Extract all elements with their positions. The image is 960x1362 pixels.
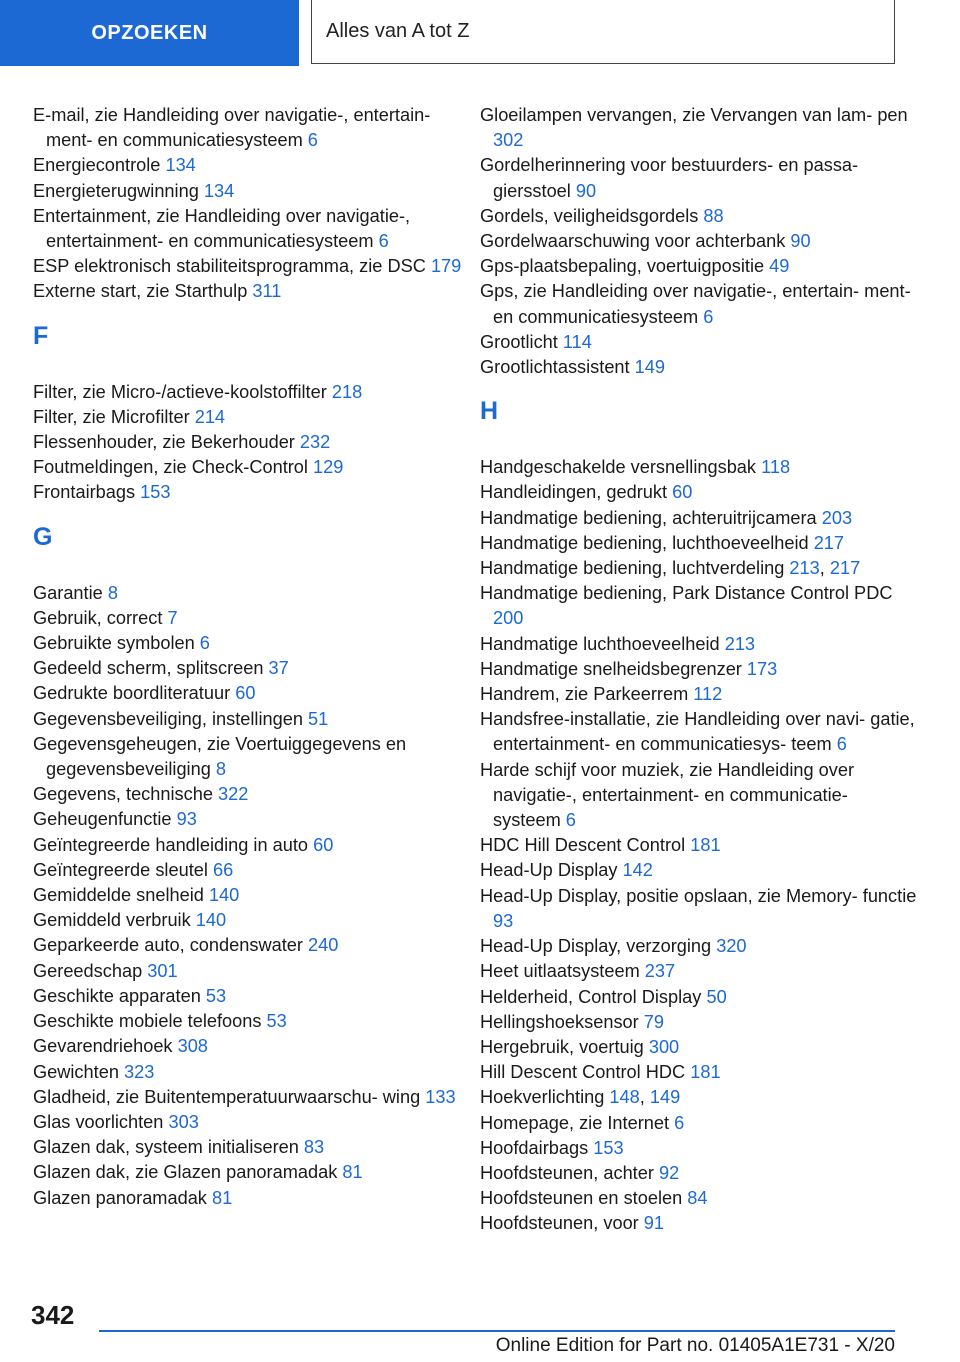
page-link[interactable]: 6	[378, 231, 389, 252]
index-entry	[480, 682, 920, 707]
index-entry-text: Gegevensbeveiliging, instellingen	[33, 708, 309, 729]
index-entry	[480, 985, 920, 1010]
index-entry	[33, 984, 473, 1009]
page-link[interactable]: 217	[829, 558, 861, 579]
index-entry	[480, 531, 920, 556]
page-link[interactable]: 60	[672, 482, 693, 503]
page-link[interactable]: 200	[493, 608, 524, 629]
index-entry	[480, 1060, 920, 1085]
index-entry-text: Gemiddeld verbruik	[33, 910, 196, 931]
index-entry-text: Gordelherinnering voor bestuurders- en passa‐ giersstoel	[480, 155, 859, 201]
index-entry	[480, 1010, 920, 1035]
index-entry-text: Head-Up Display	[480, 860, 623, 881]
section-title: Alles van A tot Z	[311, 0, 895, 64]
page-link[interactable]: 308	[177, 1036, 208, 1057]
index-entry	[33, 631, 473, 656]
index-entry	[33, 103, 473, 153]
index-entry-text: HDC Hill Descent Control	[480, 835, 691, 856]
page-link[interactable]: 217	[813, 532, 845, 553]
index-entry-text: Gegevens, technische	[33, 784, 219, 805]
index-entry-text: Hoofdsteunen, achter	[480, 1162, 659, 1183]
index-entry-text: Handmatige bediening, Park Distance Control PDC	[480, 583, 893, 604]
index-entry-text: Handmatige snelheidsbegrenzer	[480, 658, 747, 679]
page-link[interactable]: 53	[205, 985, 227, 1006]
index-entry	[480, 934, 920, 959]
page-link[interactable]: 179	[430, 256, 462, 277]
index-entry	[33, 858, 473, 883]
index-entry-text: Head-Up Display, positie opslaan, zie Memory‐ functie	[480, 885, 917, 906]
page-link[interactable]: 49	[769, 256, 790, 277]
page-link[interactable]: 91	[643, 1213, 665, 1234]
page-link[interactable]: 92	[658, 1162, 680, 1183]
index-entry	[480, 254, 920, 279]
index-entry-text: Filter, zie Micro-/actieve-koolstoffilter	[33, 381, 332, 402]
index-entry-text: Geparkeerde auto, condenswater	[33, 935, 309, 956]
page-link[interactable]: 148	[609, 1087, 640, 1108]
index-entry	[480, 480, 920, 505]
index-entry-text: ESP elektronisch stabiliteitsprogramma, zie DSC	[33, 256, 431, 277]
page-link[interactable]: 149	[634, 357, 666, 378]
index-entry	[33, 1160, 473, 1185]
index-entry	[33, 807, 473, 832]
page-link[interactable]: 181	[690, 835, 721, 856]
index-entry-text: Hoekverlichting	[480, 1087, 610, 1108]
index-entry-text: Hergebruik, voertuig	[480, 1036, 649, 1057]
page-link[interactable]: 129	[313, 457, 344, 478]
index-entry	[33, 1060, 473, 1085]
index-entry	[33, 279, 473, 304]
index-entry-text: Hoofdairbags	[480, 1137, 594, 1158]
page-link[interactable]: 140	[208, 885, 240, 906]
index-entry-text: Garantie	[33, 582, 108, 603]
page-link[interactable]: 51	[308, 708, 329, 729]
index-entry-text: Gordelwaarschuwing voor achterbank	[480, 231, 791, 252]
index-entry	[33, 405, 473, 430]
index-entry-text: Handleidingen, gedrukt	[480, 482, 673, 503]
index-entry	[33, 933, 473, 958]
page-link[interactable]: 6	[836, 734, 847, 755]
index-entry	[33, 581, 473, 606]
page-link[interactable]: 114	[562, 331, 592, 352]
index-entry	[33, 179, 473, 204]
index-entry	[480, 1035, 920, 1060]
index-entry	[33, 430, 473, 455]
index-entry-text: Gebruik, correct	[33, 607, 168, 628]
index-entry-text: Foutmeldingen, zie Check-Control	[33, 457, 314, 478]
page-link[interactable]: 300	[648, 1036, 680, 1057]
section-tab[interactable]: OPZOEKEN	[0, 0, 299, 66]
page-link[interactable]: 84	[687, 1188, 708, 1209]
index-entry	[33, 908, 473, 933]
page-link[interactable]: 173	[746, 658, 778, 679]
index-entry-text: Glazen dak, zie Glazen panoramadak	[33, 1162, 343, 1183]
page-link[interactable]: 90	[575, 180, 597, 201]
page-link[interactable]: 6	[307, 130, 318, 151]
index-entry-text: Energiecontrole	[33, 155, 166, 176]
page-link[interactable]: 37	[268, 658, 289, 679]
page-link[interactable]: 6	[199, 633, 210, 654]
page-link[interactable]: 6	[565, 810, 576, 831]
index-entry	[480, 657, 920, 682]
index-entry	[480, 279, 920, 329]
page-link[interactable]: 142	[622, 860, 653, 881]
index-entry	[480, 1136, 920, 1161]
page-link[interactable]: 237	[644, 961, 676, 982]
index-entry	[480, 707, 920, 757]
index-entry	[480, 204, 920, 229]
page-link[interactable]: 60	[235, 683, 256, 704]
index-entry	[480, 884, 920, 934]
index-entry-text: Gordels, veiligheidsgordels	[480, 205, 704, 226]
page-link[interactable]: 118	[761, 457, 791, 478]
index-entry-text: Handmatige bediening, luchtverdeling	[480, 558, 790, 579]
index-entry	[480, 330, 920, 355]
page-link[interactable]: 203	[821, 507, 853, 528]
index-entry-text: Handmatige luchthoeveelheid	[480, 633, 725, 654]
index-entry	[33, 1009, 473, 1034]
index-entry	[33, 681, 473, 706]
page-link[interactable]: 213	[789, 558, 820, 579]
page-link[interactable]: 322	[218, 784, 249, 805]
index-entry-text: Head-Up Display, verzorging	[480, 936, 717, 957]
index-entry	[33, 656, 473, 681]
index-entry-text: Gps, zie Handleiding over navigatie-, entertain‐ ment- en communicatiesysteem	[480, 281, 911, 327]
index-entry-text: Geïntegreerde sleutel	[33, 859, 213, 880]
page-link[interactable]: 323	[123, 1061, 155, 1082]
page-number: 342	[31, 1300, 75, 1330]
index-entry	[480, 1186, 920, 1211]
page-link[interactable]: 93	[493, 910, 514, 931]
index-entry-text: Gladheid, zie Buitentemperatuurwaarschu‐ wing	[33, 1086, 426, 1107]
index-entry	[33, 732, 473, 782]
index-entry-text: Grootlicht	[480, 331, 563, 352]
index-entry-text: Gebruikte symbolen	[33, 633, 200, 654]
page-link[interactable]: 214	[194, 406, 226, 427]
footer-divider	[99, 1330, 895, 1332]
page-link[interactable]: 303	[168, 1111, 199, 1132]
page-link[interactable]: 153	[140, 482, 171, 503]
index-entry-text: Geheugenfunctie	[33, 809, 177, 830]
page-link[interactable]: 8	[215, 759, 227, 780]
index-entry-text: Homepage, zie Internet	[480, 1112, 675, 1133]
index-entry	[33, 480, 473, 505]
index-entry-text: Hoofdsteunen en stoelen	[480, 1188, 688, 1209]
index-entry-text: Entertainment, zie Handleiding over navigatie-, entertainment- en communicatiesysteem	[33, 205, 411, 252]
index-entry-text: Hellingshoeksensor	[480, 1011, 644, 1032]
index-letter-heading: G	[33, 522, 53, 551]
page-link[interactable]: 81	[211, 1187, 233, 1208]
page-link[interactable]: 181	[690, 1062, 721, 1083]
index-entry-text: Geschikte mobiele telefoons	[33, 1011, 267, 1032]
index-entry-text: Gedeeld scherm, splitscreen	[33, 658, 269, 679]
index-entry-text: Harde schijf voor muziek, zie Handleiding over navigatie-, entertainment- en communicatie‐ systeem	[480, 759, 855, 831]
index-entry	[480, 229, 920, 254]
page-link[interactable]: 7	[167, 607, 178, 628]
index-entry	[480, 355, 920, 380]
page-link[interactable]: 149	[649, 1087, 681, 1108]
index-entry-text: Geschikte apparaten	[33, 985, 206, 1006]
index-entry	[480, 581, 920, 631]
index-entry-text: Hill Descent Control HDC	[480, 1062, 691, 1083]
index-entry	[480, 632, 920, 657]
page-link[interactable]: 213	[724, 633, 756, 654]
index-column-left	[33, 103, 473, 1211]
index-entry-text: Hoofdsteunen, voor	[480, 1213, 644, 1234]
index-entry	[33, 1135, 473, 1160]
index-entry	[480, 1211, 920, 1236]
index-entry	[33, 707, 473, 732]
index-entry	[33, 153, 473, 178]
index-entry	[33, 254, 473, 279]
page-link[interactable]: 93	[176, 809, 197, 830]
index-entry-text: Gloeilampen vervangen, zie Vervangen van lam‐ pen	[480, 105, 908, 125]
index-entry-text: Handsfree-installatie, zie Handleiding over navi‐ gatie, entertainment- en communicatiesys‐ teem	[480, 709, 915, 755]
index-entry	[480, 959, 920, 984]
index-entry	[33, 782, 473, 807]
index-entry	[480, 506, 920, 531]
index-entry-text: Handmatige bediening, achteruitrijcamera	[480, 507, 822, 528]
page-link[interactable]: 50	[706, 986, 727, 1007]
index-entry-text: Flessenhouder, zie Bekerhouder	[33, 432, 300, 453]
page-link[interactable]: 134	[203, 180, 235, 201]
index-entry	[480, 455, 920, 480]
index-entry	[480, 1111, 920, 1136]
index-entry	[33, 883, 473, 908]
index-entry-text: Gewichten	[33, 1061, 124, 1082]
index-entry-text: Grootlichtassistent	[480, 357, 635, 378]
index-entry	[480, 1161, 920, 1186]
index-entry-text: Gedrukte boordliteratuur	[33, 683, 236, 704]
index-entry-text: Gereedschap	[33, 960, 148, 981]
page-link[interactable]: 311	[252, 281, 282, 302]
index-entry	[33, 380, 473, 405]
page-link[interactable]: 66	[212, 859, 234, 880]
page-link[interactable]: 8	[107, 582, 118, 603]
index-entry-text: Glazen panoramadak	[33, 1187, 212, 1208]
page-link[interactable]: 240	[308, 935, 339, 956]
page-link[interactable]: 53	[266, 1011, 287, 1032]
index-entry-text: Geïntegreerde handleiding in auto	[33, 834, 314, 855]
index-entry	[480, 103, 920, 153]
edition-text: Online Edition for Part no. 01405A1E731 - X/20	[495, 1335, 895, 1356]
index-letter-heading: H	[480, 397, 499, 426]
page-link[interactable]: 6	[703, 306, 714, 327]
index-entry	[33, 833, 473, 858]
page-link[interactable]: 83	[303, 1137, 325, 1158]
page-link[interactable]: 81	[342, 1162, 363, 1183]
index-entry-text: Helderheid, Control Display	[480, 986, 707, 1007]
index-entry-text: Frontairbags	[33, 482, 141, 503]
index-entry	[480, 858, 920, 883]
index-entry-text: Gps-plaatsbepaling, voertuigpositie	[480, 256, 770, 277]
index-entry-text: Gemiddelde snelheid	[33, 885, 209, 906]
page-link[interactable]: 6	[674, 1112, 685, 1133]
index-entry: Hoekverlichting 148, 149	[480, 1087, 681, 1108]
page-link[interactable]: 90	[790, 231, 811, 252]
page-header	[0, 0, 960, 66]
index-entry-text: Externe start, zie Starthulp	[33, 281, 253, 302]
index-entry-text: Gegevensgeheugen, zie Voertuiggegevens en gegevensbeveiliging	[33, 733, 407, 780]
index-entry	[33, 606, 473, 631]
index-entry	[480, 758, 920, 834]
index-entry-text: Glazen dak, systeem initialiseren	[33, 1137, 304, 1158]
index-entry	[33, 1034, 473, 1059]
index-entry	[480, 833, 920, 858]
page-link[interactable]: 88	[703, 205, 724, 226]
page-link[interactable]: 79	[643, 1011, 665, 1032]
index-entry-text: Heet uitlaatsysteem	[480, 961, 645, 982]
index-entry-text: E-mail, zie Handleiding over navigatie-, entertain‐ ment- en communicatiesysteem	[33, 105, 431, 151]
index-entry	[33, 1085, 473, 1110]
page-link[interactable]: 134	[165, 155, 196, 176]
index-entry-text: Handmatige bediening, luchthoeveelheid	[480, 532, 814, 553]
index-entry	[33, 204, 473, 254]
index-entry-text: Gevarendriehoek	[33, 1036, 178, 1057]
page-link[interactable]: 112	[693, 684, 723, 705]
index-entry	[33, 455, 473, 480]
index-entry-text: Filter, zie Microfilter	[33, 406, 195, 427]
page-link[interactable]: 153	[593, 1137, 624, 1158]
page-link[interactable]: 320	[716, 936, 747, 957]
index-entry-text: Glas voorlichten	[33, 1111, 169, 1132]
index-entry	[33, 1110, 473, 1135]
index-entry	[33, 959, 473, 984]
index-column-right	[480, 103, 920, 1237]
page-link[interactable]: 60	[313, 834, 334, 855]
index-letter-heading: F	[33, 321, 49, 350]
index-entry	[33, 1186, 473, 1211]
index-entry-text: Energieterugwinning	[33, 180, 204, 201]
page-link[interactable]: 140	[195, 910, 227, 931]
index-entry-text: Handrem, zie Parkeerrem	[480, 684, 694, 705]
index-entry	[480, 153, 920, 203]
page-link[interactable]: 302	[493, 130, 524, 151]
index-entry-text: Handgeschakelde versnellingsbak	[480, 457, 762, 478]
page-link[interactable]: 301	[147, 960, 178, 981]
page-link[interactable]: 218	[331, 381, 363, 402]
index-entry: Handmatige bediening, luchtverdeling 213, 217	[480, 558, 861, 579]
page-link[interactable]: 232	[299, 432, 331, 453]
page-link[interactable]: 133	[425, 1086, 456, 1107]
